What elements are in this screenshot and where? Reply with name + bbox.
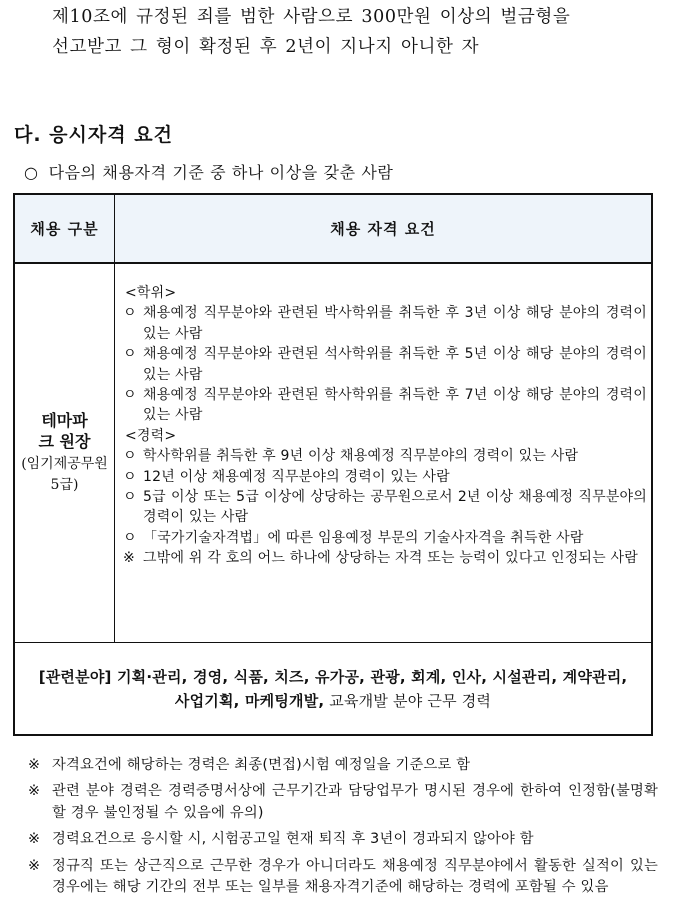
item-marker: ㅇ: [123, 448, 137, 465]
list-item: [123, 487, 647, 528]
item-text: 「국가기술자격법」에 따른 임용예정 부문의 기술사자격을 취득한 사람: [143, 529, 584, 546]
item-marker: ㅇ: [123, 305, 137, 322]
item-marker: ㅇ: [123, 489, 137, 506]
header-hiring-requirements: 채용 자격 요건: [330, 220, 436, 238]
list-item: [123, 467, 647, 487]
list-item: [123, 344, 647, 385]
intro-line-2: 선고받고 그 형이 확정된 후 2년이 지나지 아니한 자: [52, 37, 480, 57]
section-title: 다. 응시자격 요건: [14, 124, 173, 146]
item-marker: ※: [123, 550, 135, 567]
position-cell: [15, 264, 115, 642]
reference-mark-icon: ※: [28, 757, 41, 773]
item-text: 12년 이상 채용예정 직무분야의 경력이 있는 사람: [143, 468, 450, 485]
related-fields-bold: [관련분야] 기획·관리, 경영, 식품, 치즈, 유가공, 관광, 회계, 인사, 시설관리, 계약관리, 사업기획, 마케팅개발,: [38, 667, 628, 710]
note-text: 관련 분야 경력은 경력증명서상에 근무기간과 담당업무가 명시된 경우에 한하여 인정함(불명확할 경우 불인정될 수 있음에 유의): [52, 783, 658, 821]
group-heading-degree: <학위>: [125, 285, 177, 301]
table-header-row: [15, 195, 651, 264]
list-item: [123, 303, 647, 344]
note-item: [28, 856, 658, 899]
header-hiring-category: 채용 구분: [15, 195, 115, 262]
note-text: 자격요건에 해당하는 경력은 최종(면접)시험 예정일을 기준으로 함: [52, 757, 471, 773]
intro-line-1: 제10조에 규정된 죄를 범한 사람으로 300만원 이상의 벌금형을: [52, 7, 571, 27]
note-item: [28, 781, 658, 824]
list-item: [123, 446, 647, 466]
reference-mark-icon: ※: [28, 783, 41, 800]
note-text: 경력요건으로 응시할 시, 시험공고일 현재 퇴직 후 3년이 경과되지 않아야 함: [52, 831, 534, 848]
item-text: 채용예정 직무분야와 관련된 박사학위를 취득한 후 3년 이상 해당 분야의 경력이 있는 사람: [143, 305, 647, 342]
list-item: [123, 385, 647, 426]
notes-list: [28, 755, 658, 903]
reference-mark-icon: ※: [28, 857, 41, 874]
requirements-table: [13, 193, 653, 736]
item-text: 그밖에 위 각 호의 어느 하나에 상당하는 자격 또는 능력이 있다고 인정되는 사람: [143, 550, 638, 567]
note-item: [28, 755, 658, 776]
intro-paragraph: [52, 2, 662, 62]
item-marker: ㅇ: [123, 387, 137, 404]
related-fields-normal: 교육개발 분야 근무 경력: [329, 691, 492, 710]
group-heading-career: <경력>: [125, 427, 177, 444]
position-name: 테마파크 원장: [38, 411, 91, 451]
item-marker: ㅇ: [123, 529, 137, 546]
position-grade: (임기제공무원 5급): [21, 456, 108, 493]
note-text: 정규직 또는 상근직으로 근무한 경우가 아니더라도 채용예정 직무분야에서 활동한 실적이 있는 경우에는 해당 기간의 전부 또는 일부를 채용자격기준에 해당하는 경력에 포함될 수 있음: [52, 857, 658, 896]
item-marker: ㅇ: [123, 346, 137, 363]
item-text: 5급 이상 또는 5급 이상에 상당하는 공무원으로서 2년 이상 채용예정 직무분야의 경력이 있는 사람: [143, 489, 647, 526]
list-item: [123, 528, 647, 548]
item-text: 학사학위를 취득한 후 9년 이상 채용예정 직무분야의 경력이 있는 사람: [143, 448, 579, 465]
section-sub-line: [24, 160, 393, 183]
reference-mark-icon: ※: [28, 831, 41, 848]
related-fields-row: [15, 642, 651, 734]
section-sub-text: 다음의 채용자격 기준 중 하나 이상을 갖춘 사람: [48, 163, 394, 182]
requirements-cell: [123, 283, 647, 569]
circle-bullet-icon: ○: [24, 163, 39, 182]
item-text: 채용예정 직무분야와 관련된 학사학위를 취득한 후 7년 이상 해당 분야의 경력이 있는 사람: [143, 387, 647, 424]
list-item: [123, 548, 647, 568]
note-item: [28, 829, 658, 850]
related-fields-text: [30, 665, 636, 713]
item-marker: ㅇ: [123, 468, 137, 485]
item-text: 채용예정 직무분야와 관련된 석사학위를 취득한 후 5년 이상 해당 분야의 경력이 있는 사람: [143, 346, 647, 383]
